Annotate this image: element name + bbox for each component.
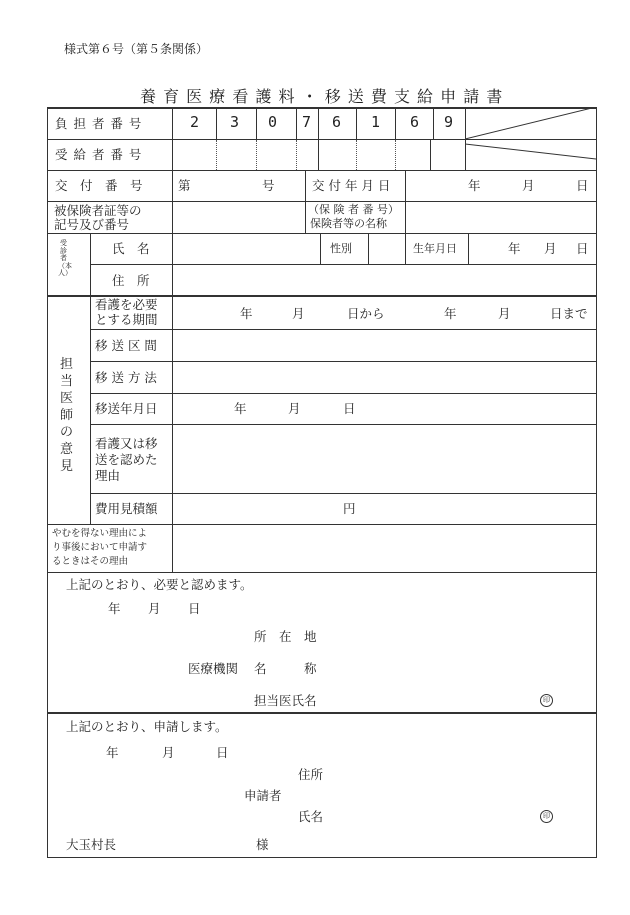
burden-digit: 6 <box>332 113 342 131</box>
transport-method-field[interactable] <box>173 362 595 392</box>
issue-number-label: 交 付 番 号 <box>55 178 143 193</box>
patient-address-label: 住 所 <box>112 273 150 288</box>
approval-reason-label-2: 送を認めた <box>95 452 158 467</box>
insurance-card-field[interactable] <box>173 202 304 232</box>
form-number: 様式第６号（第５条関係） <box>64 42 209 56</box>
late-reason-label-3: るときはその理由 <box>52 556 129 567</box>
issue-date-year: 年 <box>468 178 481 193</box>
period-start-year: 年 <box>240 306 253 321</box>
sex-field[interactable] <box>369 234 404 263</box>
transport-date-day: 日 <box>343 401 356 416</box>
recipient-number-label: 受 給 者 番 号 <box>55 147 143 162</box>
doctor-opinion-group-label: 担当医師の意見 <box>60 357 74 474</box>
page-title: 養 育 医 療 看 護 料 ・ 移 送 費 支 給 申 請 書 <box>140 87 504 106</box>
burden-digit: 6 <box>410 113 420 131</box>
certification-statement: 上記のとおり、必要と認めます。 <box>66 577 253 592</box>
issue-number-suffix: 号 <box>262 178 275 193</box>
period-end-day: 日まで <box>550 306 588 321</box>
application-month: 月 <box>162 745 175 760</box>
certification-month: 月 <box>148 601 161 616</box>
birth-date-label: 生年月日 <box>413 242 457 255</box>
burden-digit: 0 <box>268 113 278 131</box>
late-reason-label-2: り事後において申請す <box>52 542 148 553</box>
period-end-month: 月 <box>498 306 511 321</box>
addressee: 大玉村長 <box>66 837 117 852</box>
insurer-name-label: 保険者等の名称 <box>310 217 387 230</box>
application-statement: 上記のとおり、申請します。 <box>66 719 228 734</box>
recipient-number-field[interactable] <box>173 140 465 170</box>
burden-digit: 1 <box>371 113 381 131</box>
certification-day: 日 <box>188 601 201 616</box>
medical-institution-label: 医療機関 <box>188 661 239 676</box>
care-period-label-2: とする期間 <box>95 312 158 327</box>
late-reason-field[interactable] <box>173 525 595 571</box>
late-reason-label-1: やむを得ない理由によ <box>52 528 148 539</box>
care-period-label-1: 看護を必要 <box>95 297 158 312</box>
sex-label: 性別 <box>330 242 352 255</box>
approval-reason-label-3: 理由 <box>95 468 121 483</box>
honorific: 様 <box>256 837 269 852</box>
application-day: 日 <box>216 745 229 760</box>
burden-digit: 9 <box>444 113 454 131</box>
transport-date-label: 移送年月日 <box>95 401 158 416</box>
burden-digit: 2 <box>190 113 200 131</box>
period-start-day: 日から <box>347 306 385 321</box>
burden-digit: 3 <box>230 113 240 131</box>
burden-number-label: 負 担 者 番 号 <box>55 116 143 131</box>
cost-estimate-label: 費用見積額 <box>95 501 158 516</box>
insurer-field[interactable] <box>406 202 595 232</box>
certification-year: 年 <box>108 601 121 616</box>
patient-group-label: 受診者（本人） <box>58 239 72 277</box>
issue-date-month: 月 <box>522 178 535 193</box>
patient-name-field[interactable] <box>173 234 319 263</box>
transport-section-label: 移 送 区 間 <box>95 338 157 353</box>
insurance-card-label-1: 被保険者証等の <box>54 203 142 218</box>
period-start-month: 月 <box>292 306 305 321</box>
birth-month: 月 <box>544 241 557 256</box>
applicant-label: 申請者 <box>244 788 282 803</box>
birth-year: 年 <box>508 241 521 256</box>
transport-method-label: 移 送 方 法 <box>95 370 157 385</box>
transport-section-field[interactable] <box>173 330 595 360</box>
diagonal-strike <box>465 107 596 170</box>
application-year: 年 <box>106 745 119 760</box>
patient-address-field[interactable] <box>173 265 595 294</box>
patient-name-label: 氏 名 <box>112 241 150 256</box>
issue-date-day: 日 <box>576 178 589 193</box>
transport-date-month: 月 <box>288 401 301 416</box>
issue-number-prefix: 第 <box>178 178 191 193</box>
institution-name-label: 名 称 <box>254 661 317 676</box>
issue-date-label: 交 付 年 月 日 <box>312 178 391 193</box>
transport-date-year: 年 <box>234 401 247 416</box>
insurance-card-label-2: 記号及び番号 <box>54 217 130 232</box>
applicant-name-label: 氏名 <box>298 809 324 824</box>
seal-mark-icon: 印 <box>540 810 553 823</box>
period-end-year: 年 <box>444 306 457 321</box>
insurer-number-label: （保 険 者 番 号） <box>308 203 399 216</box>
approval-reason-field[interactable] <box>173 425 595 492</box>
approval-reason-label-1: 看護又は移 <box>95 436 158 451</box>
seal-mark-icon: 印 <box>540 694 553 707</box>
applicant-address-label: 住所 <box>298 767 324 782</box>
doctor-name-label: 担当医氏名 <box>254 693 317 708</box>
burden-digit: 7 <box>302 113 312 131</box>
birth-day: 日 <box>576 241 589 256</box>
cost-unit: 円 <box>343 501 356 516</box>
institution-address-label: 所 在 地 <box>254 629 317 644</box>
